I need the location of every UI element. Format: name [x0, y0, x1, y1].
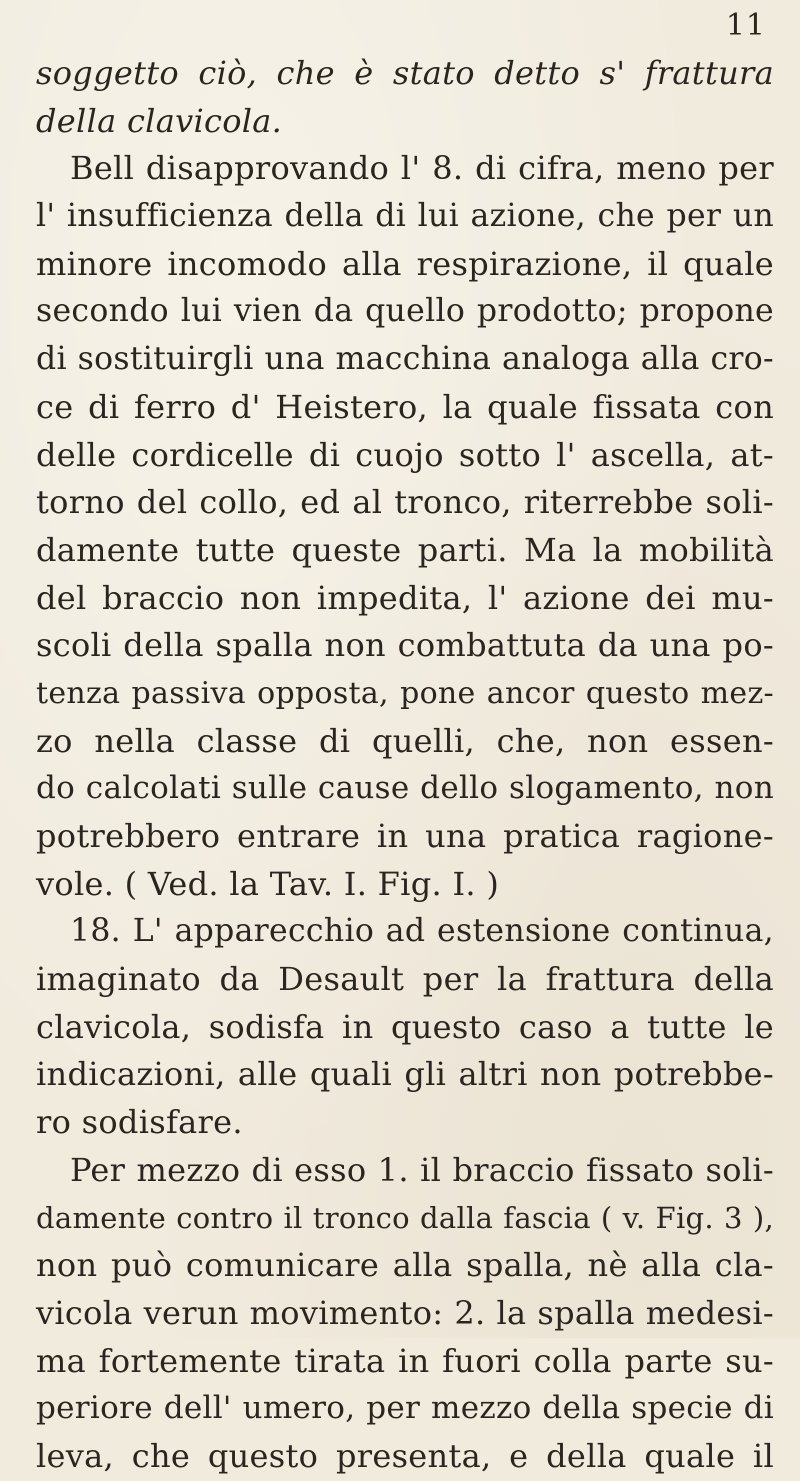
text-line: ce di ferro d' Heistero, la quale fissata con: [36, 387, 774, 426]
text-line: vicola verun movimento: 2. la spalla medesi-: [36, 1293, 774, 1332]
text-line: di sostituirgli una macchina analoga alla cro-: [36, 341, 774, 378]
text-line: potrebbero entrare in una pratica ragione-: [36, 817, 774, 855]
page-number: 11: [725, 8, 766, 43]
text-line: minore incomodo alla respirazione, il quale: [36, 244, 774, 283]
body-text: [36, 50, 774, 1481]
text-line: Bell disapprovando l' 8. di cifra, meno per: [70, 149, 774, 188]
text-line: damente contro il tronco dalla fascia ( v. Fig. 3 ),: [36, 1200, 774, 1235]
text-line: zo nella classe di quelli, che, non essen-: [36, 721, 774, 760]
text-line: 18. L' apparecchio ad estensione continua,: [70, 913, 774, 950]
text-line: scoli della spalla non combattuta da una po-: [36, 626, 774, 665]
text-line: tenza passiva opposta, pone ancor questo mez-: [36, 675, 774, 711]
text-line: soggetto ciò, che è stato detto s' frattura: [36, 54, 774, 92]
text-line: leva, che questo presenta, e della quale il: [36, 1436, 774, 1475]
text-line: do calcolati sulle cause dello slogamento, non: [36, 770, 774, 807]
text-line: ro sodisfare.: [36, 1103, 243, 1142]
text-line: vole. ( Ved. la Tav. I. Fig. I. ): [36, 864, 500, 903]
text-line: della clavicola.: [36, 101, 283, 140]
text-line: Per mezzo di esso 1. il braccio fissato soli-: [70, 1150, 774, 1189]
text-line: damente tutte queste parti. Ma la mobilità: [36, 530, 774, 569]
text-line: del braccio non impedita, l' azione dei mu-: [36, 578, 774, 617]
text-line: non può comunicare alla spalla, nè alla cla-: [36, 1246, 774, 1285]
text-line: secondo lui vien da quello prodotto; propone: [36, 293, 774, 330]
text-line: torno del collo, ed al tronco, riterrebbe soli-: [36, 483, 774, 522]
text-line: l' insufficienza della di lui azione, che per un: [36, 198, 774, 235]
text-line: indicazioni, alle quali gli altri non potrebbe-: [36, 1055, 774, 1094]
text-line: delle cordicelle di cuojo sotto l' ascella, at-: [36, 435, 774, 474]
text-line: periore dell' umero, per mezzo della specie di: [36, 1390, 774, 1427]
text-line: imaginato da Desault per la frattura della: [36, 960, 774, 999]
text-line: clavicola, sodisfa in questo caso a tutte le: [36, 1007, 774, 1046]
text-line: ma fortemente tirata in fuori colla parte su-: [36, 1341, 774, 1380]
